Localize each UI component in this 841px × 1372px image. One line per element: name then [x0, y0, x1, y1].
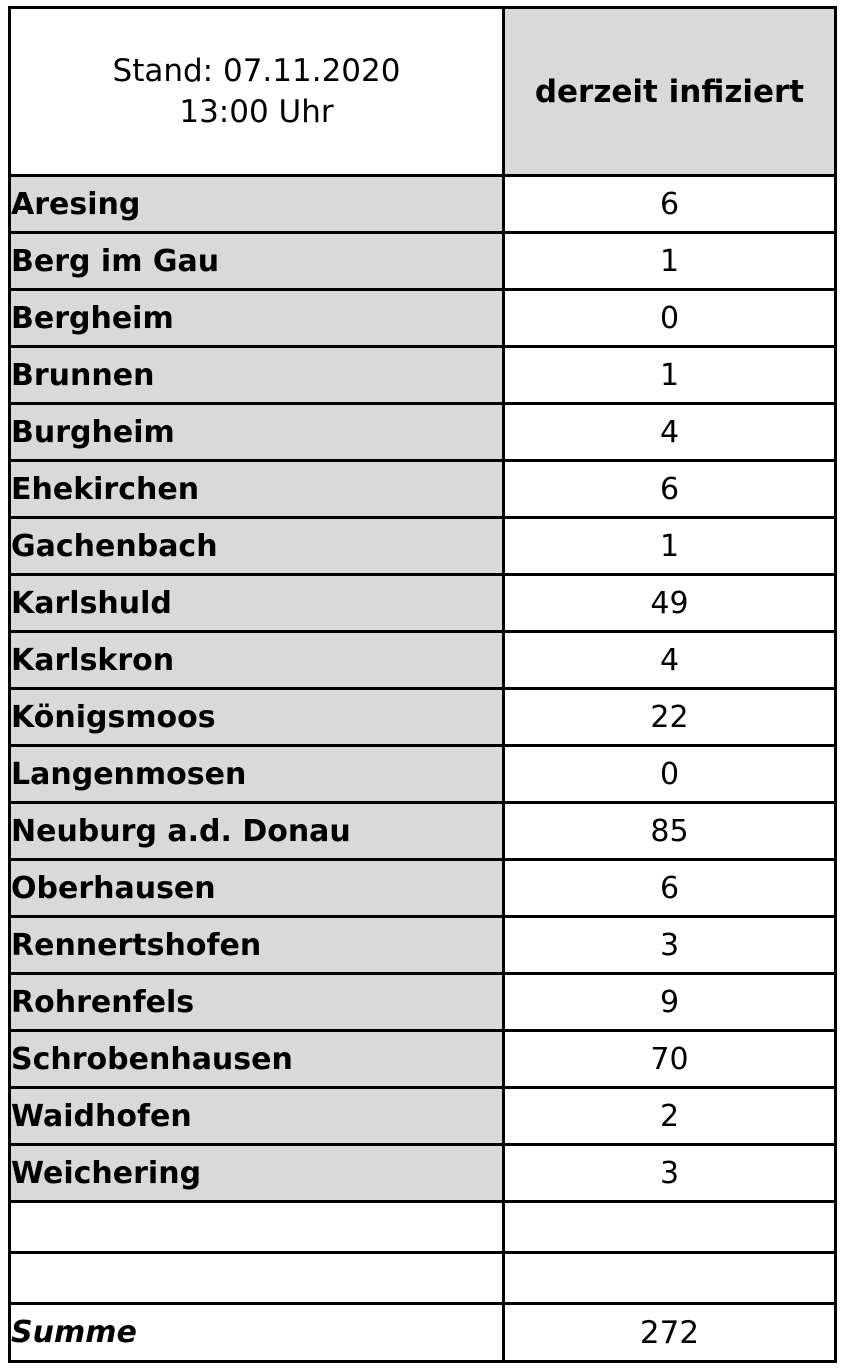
municipality-name-cell: Burgheim [10, 404, 504, 461]
header-column-label: derzeit infiziert [504, 8, 836, 176]
table-row [10, 518, 836, 575]
blank-name-cell [10, 1253, 504, 1304]
table-row [10, 860, 836, 917]
infected-count-cell: 1 [504, 233, 836, 290]
municipality-name-cell: Gachenbach [10, 518, 504, 575]
table-row [10, 347, 836, 404]
municipality-name-cell: Rohrenfels [10, 974, 504, 1031]
table-row [10, 803, 836, 860]
header-date: Stand: 07.11.2020 [112, 52, 401, 89]
header-time: 13:00 Uhr [179, 93, 334, 130]
municipality-name-cell: Aresing [10, 176, 504, 233]
municipality-name-cell: Rennertshofen [10, 917, 504, 974]
infected-count-cell: 49 [504, 575, 836, 632]
table-row [10, 1145, 836, 1202]
infected-count-cell: 9 [504, 974, 836, 1031]
table-header-row [10, 8, 836, 176]
infected-count-cell: 1 [504, 347, 836, 404]
municipality-name-cell: Weichering [10, 1145, 504, 1202]
covid-case-table-sheet [8, 6, 834, 1363]
infected-count-cell: 70 [504, 1031, 836, 1088]
covid-case-table [8, 6, 837, 1363]
table-row [10, 575, 836, 632]
table-row [10, 917, 836, 974]
table-row [10, 974, 836, 1031]
table-row [10, 632, 836, 689]
total-value-cell: 272 [504, 1304, 836, 1362]
table-body [10, 8, 836, 1362]
municipality-name-cell: Brunnen [10, 347, 504, 404]
municipality-name-cell: Karlshuld [10, 575, 504, 632]
municipality-name-cell: Waidhofen [10, 1088, 504, 1145]
municipality-name-cell: Neuburg a.d. Donau [10, 803, 504, 860]
infected-count-cell: 1 [504, 518, 836, 575]
table-total-row [10, 1304, 836, 1362]
municipality-name-cell: Bergheim [10, 290, 504, 347]
table-row [10, 1031, 836, 1088]
infected-count-cell: 3 [504, 917, 836, 974]
infected-count-cell: 6 [504, 461, 836, 518]
table-blank-row [10, 1253, 836, 1304]
infected-count-cell: 6 [504, 860, 836, 917]
table-row [10, 404, 836, 461]
infected-count-cell: 6 [504, 176, 836, 233]
infected-count-cell: 22 [504, 689, 836, 746]
infected-count-cell: 85 [504, 803, 836, 860]
table-row [10, 1088, 836, 1145]
table-row [10, 746, 836, 803]
infected-count-cell: 0 [504, 290, 836, 347]
municipality-name-cell: Karlskron [10, 632, 504, 689]
municipality-name-cell: Oberhausen [10, 860, 504, 917]
table-row [10, 689, 836, 746]
infected-count-cell: 3 [504, 1145, 836, 1202]
blank-value-cell [504, 1253, 836, 1304]
table-row [10, 233, 836, 290]
table-row [10, 290, 836, 347]
municipality-name-cell: Ehekirchen [10, 461, 504, 518]
municipality-name-cell: Schrobenhausen [10, 1031, 504, 1088]
infected-count-cell: 4 [504, 404, 836, 461]
blank-name-cell [10, 1202, 504, 1253]
header-timestamp-cell [10, 8, 504, 176]
municipality-name-cell: Königsmoos [10, 689, 504, 746]
municipality-name-cell: Langenmosen [10, 746, 504, 803]
infected-count-cell: 0 [504, 746, 836, 803]
total-label-cell: Summe [10, 1304, 504, 1362]
table-blank-row [10, 1202, 836, 1253]
infected-count-cell: 4 [504, 632, 836, 689]
municipality-name-cell: Berg im Gau [10, 233, 504, 290]
infected-count-cell: 2 [504, 1088, 836, 1145]
table-row [10, 176, 836, 233]
table-row [10, 461, 836, 518]
blank-value-cell [504, 1202, 836, 1253]
